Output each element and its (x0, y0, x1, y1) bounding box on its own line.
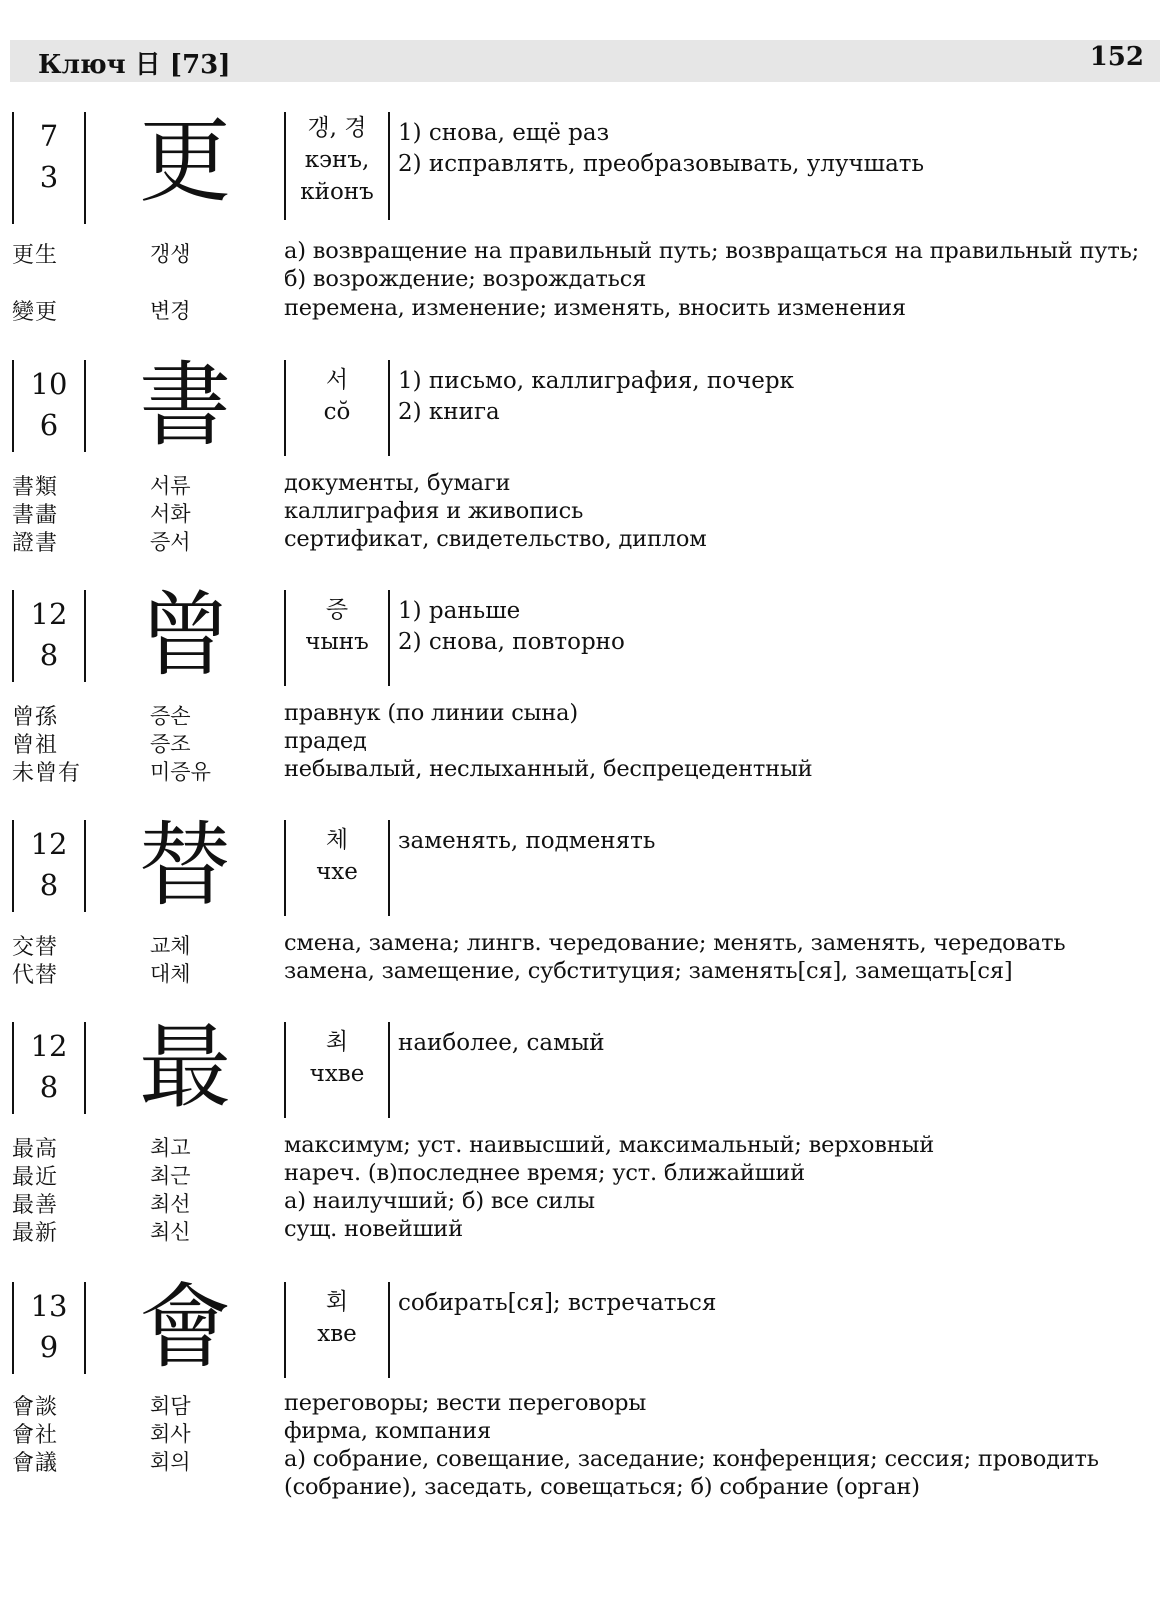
stroke-count-box (12, 590, 86, 682)
headword-character: 替 (138, 812, 231, 919)
compound-definition: максимум; уст. наивысший, максимальный; верховный (284, 1132, 934, 1158)
korean-reading: 회 (325, 1289, 349, 1315)
korean-reading: 증 (325, 597, 349, 623)
reading-box (284, 820, 390, 916)
extra-strokes: 6 (39, 408, 59, 442)
meanings (398, 596, 625, 658)
korean-reading: 서 (325, 367, 349, 393)
compound-hanja: 代替 (12, 963, 59, 988)
compound-hangul: 교체 (150, 934, 191, 958)
meaning-line: 2) снова, повторно (398, 629, 625, 655)
meaning-line: 1) письмо, каллиграфия, почерк (398, 368, 795, 394)
compound-hanja: 書類 (12, 475, 59, 500)
compound-hanja: 最近 (12, 1165, 59, 1190)
compound-hangul: 최근 (150, 1164, 191, 1188)
compound-hangul: 회담 (150, 1394, 191, 1418)
radical-title: Ключ 日 [73] (38, 50, 231, 80)
reading-box (284, 360, 390, 456)
page-number: 152 (1089, 42, 1144, 72)
compound-hanja: 更生 (12, 243, 59, 268)
compound-hangul: 증조 (150, 732, 191, 756)
extra-strokes: 3 (39, 160, 59, 194)
compound-definition: небывалый, неслыханный, беспрецедентный (284, 756, 813, 782)
extra-strokes: 8 (39, 1070, 59, 1104)
headword-character: 最 (138, 1014, 231, 1121)
stroke-count-box (12, 820, 86, 912)
compound-hanja: 交替 (12, 935, 59, 960)
page-header (10, 40, 1160, 82)
compound-hangul: 회의 (150, 1450, 191, 1474)
compound-hangul: 변경 (150, 299, 191, 323)
compound-hanja: 最新 (12, 1221, 59, 1246)
compound-hanja: 證書 (12, 531, 59, 556)
stroke-count-box (12, 1022, 86, 1114)
compound-hanja: 會議 (12, 1451, 59, 1476)
compound-hanja: 最善 (12, 1193, 59, 1218)
compound-hangul: 회사 (150, 1422, 191, 1446)
meaning-line: 2) книга (398, 399, 500, 425)
compound-hanja: 會談 (12, 1395, 59, 1420)
compound-hanja: 曾祖 (12, 733, 59, 758)
meanings (398, 1028, 605, 1059)
russian-reading: чхе (316, 859, 358, 885)
headword-character: 更 (138, 108, 231, 215)
compound-hanja: 最高 (12, 1137, 59, 1162)
compound-hanja: 變更 (12, 300, 59, 325)
stroke-count-box (12, 112, 86, 224)
reading-box (284, 112, 390, 220)
headword-character: 曾 (138, 582, 231, 689)
meaning-line: 1) раньше (398, 598, 521, 624)
korean-reading: 갱, 경 (307, 115, 367, 141)
compound-definition-cont: б) возрождение; возрождаться (284, 266, 647, 292)
compound-hangul: 서류 (150, 474, 191, 498)
compound-hangul: 최선 (150, 1192, 191, 1216)
compound-definition: прадед (284, 728, 367, 754)
meaning-line: 2) исправлять, преобразовывать, улучшать (398, 151, 925, 177)
meaning-line: 1) снова, ещё раз (398, 120, 610, 146)
stroke-count-box (12, 1282, 86, 1374)
compound-definition: смена, замена; лингв. чередование; менять, заменять, чередовать (284, 930, 1066, 956)
meanings (398, 366, 794, 428)
compound-hanja: 會社 (12, 1423, 59, 1448)
meaning-line: наиболее, самый (398, 1030, 605, 1056)
extra-strokes: 8 (39, 638, 59, 672)
compound-definition-cont: (собрание), заседать, совещаться; б) собрание (орган) (284, 1474, 920, 1500)
korean-reading: 최 (325, 1029, 349, 1055)
compound-hangul: 증서 (150, 530, 191, 554)
compound-hanja: 未曾有 (12, 761, 82, 786)
compound-definition: сертификат, свидетельство, диплом (284, 526, 707, 552)
extra-strokes: 9 (39, 1330, 59, 1364)
reading-box (284, 590, 390, 686)
total-strokes: 12 (30, 597, 68, 631)
compound-definition: нареч. (в)последнее время; уст. ближайший (284, 1160, 805, 1186)
compound-definition: правнук (по линии сына) (284, 700, 578, 726)
total-strokes: 13 (30, 1289, 68, 1323)
compound-hangul: 대체 (150, 962, 191, 986)
meaning-line: собирать[ся]; встречаться (398, 1290, 717, 1316)
compound-hangul: 최고 (150, 1136, 191, 1160)
russian-reading: сŏ (323, 399, 351, 425)
compound-definition: а) наилучший; б) все силы (284, 1188, 595, 1214)
extra-strokes: 8 (39, 868, 59, 902)
russian-reading: чынъ (305, 629, 369, 655)
total-strokes: 12 (30, 1029, 68, 1063)
compound-hanja: 書畵 (12, 503, 59, 528)
russian-reading: чхве (309, 1061, 365, 1087)
total-strokes: 7 (39, 119, 59, 153)
compound-definition: а) возвращение на правильный путь; возвращаться на правильный путь; (284, 238, 1140, 264)
compound-definition: каллиграфия и живопись (284, 498, 584, 524)
korean-reading: 체 (325, 827, 349, 853)
russian-reading: хве (317, 1321, 357, 1347)
compound-definition: замена, замещение, субституция; заменять[ся], замещать[ся] (284, 958, 1013, 984)
total-strokes: 10 (30, 367, 68, 401)
headword-character: 會 (138, 1274, 231, 1381)
headword-character: 書 (138, 352, 231, 459)
reading-box (284, 1022, 390, 1118)
compound-definition: документы, бумаги (284, 470, 511, 496)
stroke-count-box (12, 360, 86, 452)
meanings (398, 1288, 716, 1319)
meanings (398, 118, 924, 180)
russian-reading-alt: кйонъ (300, 179, 374, 205)
meanings (398, 826, 655, 857)
compound-hangul: 미증유 (150, 760, 211, 784)
compound-hangul: 최신 (150, 1220, 191, 1244)
compound-hangul: 서화 (150, 502, 191, 526)
compound-hanja: 曾孫 (12, 705, 59, 730)
meaning-line: заменять, подменять (398, 828, 656, 854)
compound-definition: а) собрание, совещание, заседание; конференция; сессия; проводить (284, 1446, 1099, 1472)
russian-reading: кэнъ, (304, 147, 370, 173)
compound-definition: переговоры; вести переговоры (284, 1390, 647, 1416)
compound-definition: фирма, компания (284, 1418, 491, 1444)
compound-hangul: 증손 (150, 704, 191, 728)
compound-hangul: 갱생 (150, 242, 191, 266)
compound-definition: сущ. новейший (284, 1216, 463, 1242)
reading-box (284, 1282, 390, 1378)
total-strokes: 12 (30, 827, 68, 861)
compound-definition: перемена, изменение; изменять, вносить изменения (284, 295, 906, 321)
